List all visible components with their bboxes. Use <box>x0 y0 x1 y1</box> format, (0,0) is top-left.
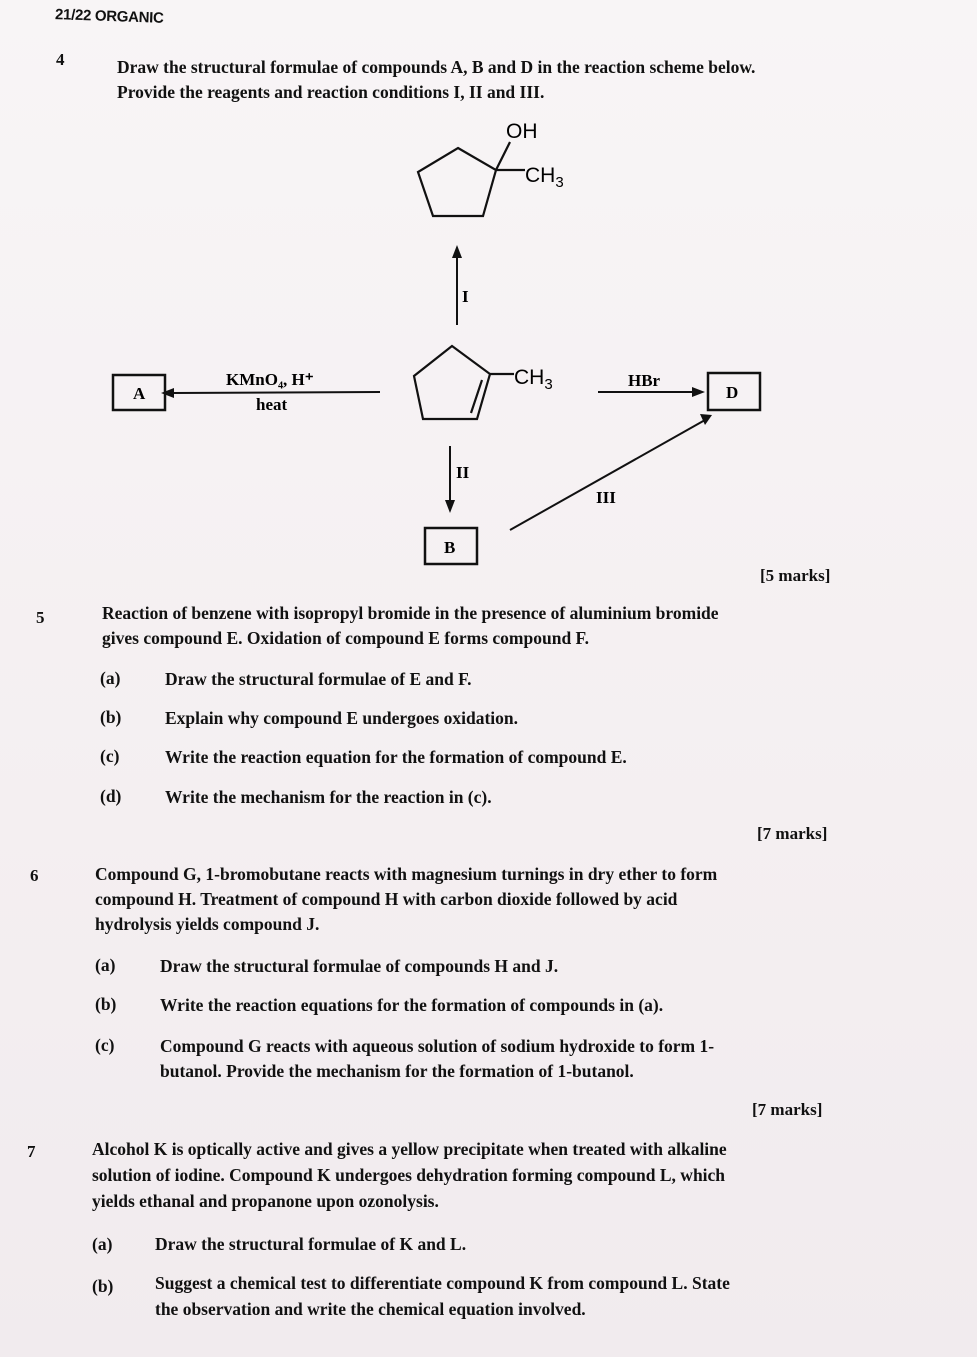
methylcyclopentanol-structure <box>418 142 525 216</box>
ch3-label-start: $CH_3$ <box>514 366 553 393</box>
reaction-scheme <box>0 0 977 600</box>
question-4-line-1: Draw the structural formulae of compounds A, B and D in the reaction scheme below. <box>117 57 756 77</box>
question-4-number: 4 <box>56 50 65 69</box>
question-7b-text-1: Suggest a chemical test to differentiate compound K from compound L. State <box>155 1273 730 1293</box>
question-7-line-2: solution of iodine. Compound K undergoes dehydration forming compound L, which <box>92 1165 726 1185</box>
question-5a-label: (a) <box>100 668 121 688</box>
ch3-label-top: $CH_3$ <box>525 164 564 191</box>
label-kmno4: KMnO₄, H⁺ <box>226 370 314 389</box>
question-6c-text-1: Compound G reacts with aqueous solution of sodium hydroxide to form 1- <box>160 1036 715 1056</box>
question-5-number: 5 <box>36 608 45 627</box>
question-5d-text: Write the mechanism for the reaction in (c). <box>165 787 492 807</box>
question-6-line-1: Compound G, 1-bromobutane reacts with magnesium turnings in dry ether to form <box>95 864 718 884</box>
question-7a-text: Draw the structural formulae of K and L. <box>155 1234 467 1254</box>
label-I: I <box>462 287 469 306</box>
question-7-line-3: yields ethanal and propanone upon ozonolysis. <box>92 1191 439 1211</box>
question-7b-text-2: the observation and write the chemical equation involved. <box>155 1299 586 1319</box>
question-7-number: 7 <box>27 1142 36 1161</box>
label-heat: heat <box>256 395 288 414</box>
oh-label: OH <box>506 120 538 143</box>
question-6-marks: [7 marks] <box>752 1100 823 1119</box>
page-header: 21/22 ORGANIC <box>54 6 164 27</box>
label-D: D <box>726 383 739 402</box>
question-5c-label: (c) <box>100 746 120 766</box>
arrow-up-icon <box>452 245 462 325</box>
question-5b-text: Explain why compound E undergoes oxidation. <box>165 708 519 728</box>
question-4-line-2: Provide the reagents and reaction conditions I, II and III. <box>117 82 545 102</box>
question-5c-text: Write the reaction equation for the formation of compound E. <box>165 747 627 767</box>
label-hbr: HBr <box>628 371 661 390</box>
question-5-line-2: gives compound E. Oxidation of compound E forms compound F. <box>102 628 590 648</box>
question-6-line-3: hydrolysis yields compound J. <box>95 914 320 934</box>
question-5a-text: Draw the structural formulae of E and F. <box>165 669 472 689</box>
question-6b-label: (b) <box>95 994 117 1014</box>
question-6-line-2: compound H. Treatment of compound H with carbon dioxide followed by acid <box>95 889 678 909</box>
arrow-diagonal-icon <box>510 414 712 530</box>
methylcyclopentene-structure <box>414 346 514 419</box>
question-5-marks: [7 marks] <box>757 824 828 843</box>
question-6-number: 6 <box>30 866 39 885</box>
question-6a-text: Draw the structural formulae of compounds H and J. <box>160 956 559 976</box>
label-II: II <box>456 463 470 482</box>
question-7b-label: (b) <box>92 1276 114 1296</box>
question-6c-text-2: butanol. Provide the mechanism for the formation of 1-butanol. <box>160 1061 634 1081</box>
question-5b-label: (b) <box>100 707 122 727</box>
question-6c-label: (c) <box>95 1035 115 1055</box>
label-III: III <box>596 488 616 507</box>
question-5d-label: (d) <box>100 786 122 806</box>
question-6b-text: Write the reaction equations for the formation of compounds in (a). <box>160 995 664 1015</box>
question-6a-label: (a) <box>95 955 116 975</box>
arrow-down-icon <box>445 446 455 513</box>
label-B: B <box>444 538 456 557</box>
question-5-line-1: Reaction of benzene with isopropyl bromide in the presence of aluminium bromide <box>102 603 719 623</box>
question-7a-label: (a) <box>92 1234 113 1254</box>
question-7-line-1: Alcohol K is optically active and gives a yellow precipitate when treated with alkaline <box>92 1139 727 1159</box>
question-4-marks: [5 marks] <box>760 566 831 585</box>
label-A: A <box>133 384 146 403</box>
